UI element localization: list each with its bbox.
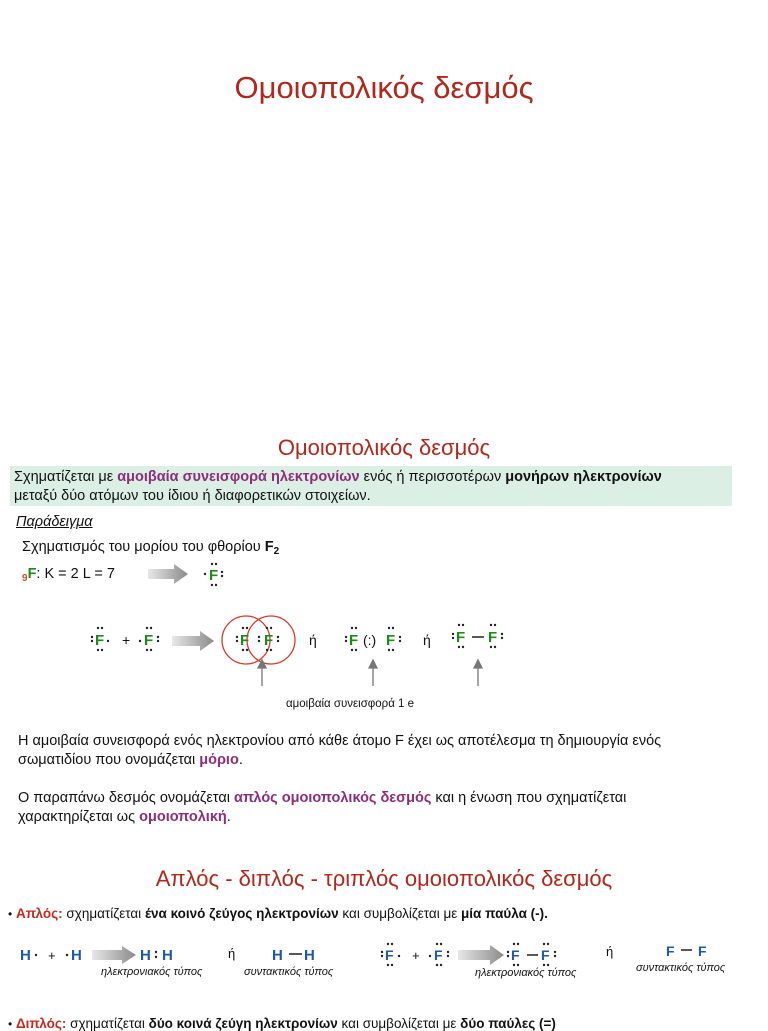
svg-text:F: F [386,632,396,649]
svg-text:F: F [511,947,520,963]
f2-electronic-label: ηλεκτρονιακός τύπος [475,967,577,979]
slide1-title: Ομοιοπολικός δεσμός [234,70,534,105]
definition-line-1: Σχηματίζεται με αμοιβαία συνεισφορά ηλεκτρονίων ενός ή περισσοτέρων μονήρων ηλεκτρονίων [14,469,662,485]
paragraph-2-line-1: Ο παραπάνω δεσμός ονομάζεται απλός ομοιοπολικός δεσμός και η ένωση που σχηματίζεται [18,790,627,806]
highlight-unpaired-electrons: μονήρων ηλεκτρονίων [505,469,662,485]
svg-text:F: F [144,632,154,649]
svg-text:F: F [349,632,359,649]
svg-text:H: H [140,947,151,964]
highlight-mutual-contribution: αμοιβαία συνεισφορά ηλεκτρονίων [117,469,360,485]
formation-text: Σχηματισμός του μορίου του φθορίου $F_2$ [22,539,280,557]
svg-text:+: + [48,948,56,963]
svg-text:F: F [541,947,550,963]
definition-line-2: μεταξύ δύο ατόμων του ίδιου ή διαφορετικών στοιχείων. [14,488,371,504]
svg-text:H: H [20,947,31,964]
gray-arrow-icon [458,945,504,965]
slide2-title: Ομοιοπολικός δεσμός [277,435,491,460]
svg-text:F: F [264,632,274,649]
config-arrow-diagram [140,560,250,590]
svg-text:+: + [412,948,420,963]
example-label: Παράδειγμα [16,514,93,530]
svg-text:ή: ή [423,632,431,648]
svg-text:ή: ή [606,944,614,959]
svg-text:ή: ή [309,632,317,648]
single-bond-line: • Απλός: σχηματίζεται ένα κοινό ζεύγος ηλεκτρονίων και συμβολίζεται με μία παύλα (-). [8,906,548,921]
svg-text:+: + [122,632,131,648]
svg-text:H: H [162,947,173,964]
svg-text:F: F [698,943,707,959]
svg-text:ή: ή [228,946,236,961]
svg-text:H: H [304,947,315,964]
svg-text:F: F [95,632,105,649]
svg-text:F: F [209,567,219,584]
paragraph-1-line-2: σωματιδίου που ονομάζεται μόριο. [18,752,243,768]
f2-structural-label: συντακτικός τύπος [636,962,726,974]
svg-text:H: H [272,947,283,964]
gray-arrow-icon [172,631,214,651]
svg-text:F: F [434,947,443,963]
h2-structural-label: συντακτικός τύπος [244,966,334,978]
svg-text:F: F [666,943,675,959]
gray-arrow-icon [148,564,188,584]
svg-text:F: F [240,632,250,649]
paragraph-2-line-2: χαρακτηρίζεται ως ομοιοπολική. [18,809,231,825]
double-bond-line: • Διπλός: σχηματίζεται δύο κοινά ζεύγη ηλεκτρονίων και συμβολίζεται με δύο παύλες (=) [8,1016,556,1031]
gray-arrow-icon [92,946,136,964]
mutual-contribution-caption: αμοιβαία συνεισφορά 1 e [286,698,415,710]
svg-text:(:): (:) [363,632,377,648]
svg-text:H: H [71,947,82,964]
slide3-title: Απλός - διπλός - τριπλός ομοιοπολικός δεσμός [155,866,613,891]
svg-text:F: F [488,629,498,646]
svg-text:F: F [456,629,466,646]
electron-config: $_9$F: K = 2 L = 7 [22,566,115,584]
paragraph-1-line-1: Η αμοιβαία συνεισφορά ενός ηλεκτρονίου από κάθε άτομο F έχει ως αποτέλεσμα τη δημιουργία ενός [18,733,662,749]
h2-electronic-label: ηλεκτρονιακός τύπος [101,966,203,978]
svg-text:F: F [385,947,394,963]
f2-formation-diagram [80,612,520,692]
fluorine-lewis-icon [204,563,223,586]
